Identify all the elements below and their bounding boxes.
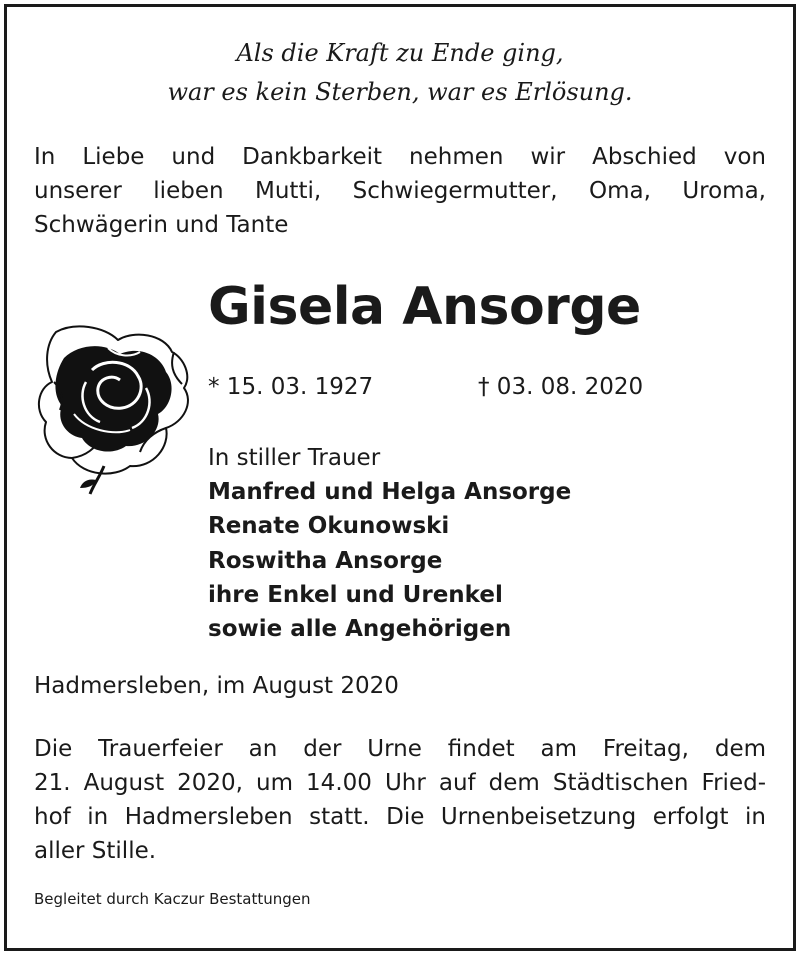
intro-text	[34, 140, 766, 242]
intro-line-3: Schwägerin und Tante	[34, 212, 289, 238]
death-date: † 03. 08. 2020	[478, 374, 644, 400]
place-date: Hadmersleben, im August 2020	[34, 673, 399, 699]
funeral-line-2: 21. August 2020, um 14.00 Uhr auf dem Städtischen Fried-	[34, 770, 766, 796]
motto	[0, 34, 800, 112]
mourner-name: Roswitha Ansorge	[208, 547, 443, 574]
birth-date: * 15. 03. 1927	[208, 374, 374, 400]
mourner-name: ihre Enkel und Urenkel	[208, 581, 503, 608]
funeral-line-1: Die Trauerfeier an der Urne findet am Freitag, dem	[34, 736, 766, 762]
funeral-line-3: hof in Hadmersleben statt. Die Urnenbeisetzung erfolgt in	[34, 804, 766, 830]
intro-line-2: unserer lieben Mutti, Schwiegermutter, Oma, Uroma,	[34, 178, 766, 204]
mourners-heading: In stiller Trauer	[208, 445, 381, 471]
mourner-name: Manfred und Helga Ansorge	[208, 479, 572, 506]
deceased-name: Gisela Ansorge	[208, 277, 641, 337]
rose-icon	[34, 318, 196, 496]
intro-line-1: In Liebe und Dankbarkeit nehmen wir Abschied von	[34, 144, 766, 170]
undertaker-credit: Begleitet durch Kaczur Bestattungen	[34, 890, 311, 908]
motto-line-2: war es kein Sterben, war es Erlösung.	[167, 78, 633, 106]
mourner-name: sowie alle Angehörigen	[208, 616, 512, 643]
mourners-block	[208, 441, 571, 646]
funeral-details	[34, 732, 766, 868]
funeral-line-4: aller Stille.	[34, 838, 157, 864]
motto-line-1: Als die Kraft zu Ende ging,	[236, 39, 564, 67]
mourner-name: Renate Okunowski	[208, 513, 450, 540]
